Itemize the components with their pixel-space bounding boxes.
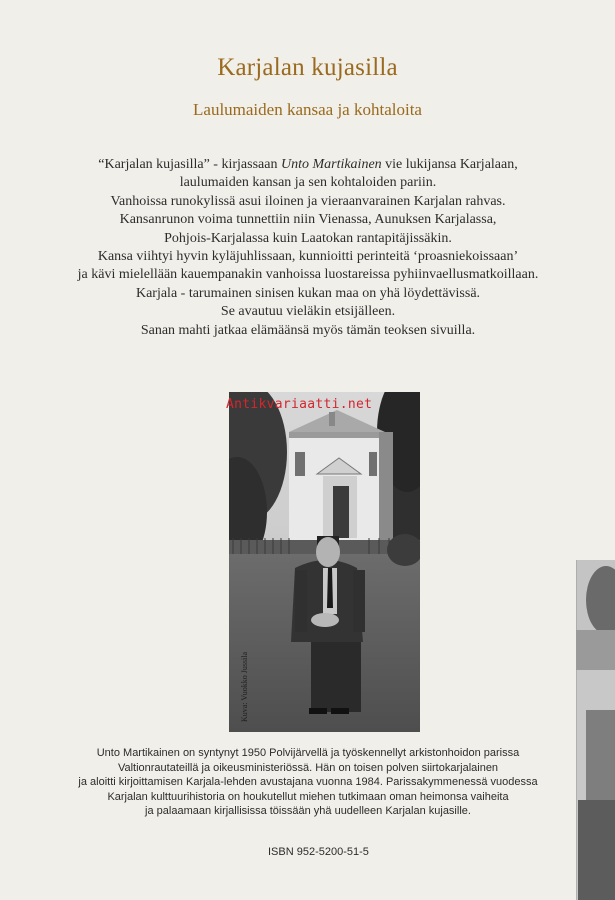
blurb-line: “Karjalan kujasilla” - kirjassaan Unto Martikainen vie lukijansa Karjalaan, <box>98 157 518 172</box>
edge-photo-image <box>576 560 615 900</box>
watermark-text: Antikvariaatti.net <box>226 397 373 412</box>
book-title: Karjalan kujasilla <box>217 54 398 81</box>
blurb-line: Sanan mahti jatkaa elämäänsä myös tämän teoksen sivuilla. <box>140 322 476 338</box>
blurb-text <box>66 156 550 340</box>
blurb-line: Vanhoissa runokylissä asui iloinen ja vieraanvarainen Karjalan rahvas. <box>110 193 506 209</box>
blurb-line: ja kävi mielellään kauempanakin vanhoissa luostareissa pyhiinvaellusmatkoillaan. <box>77 267 539 283</box>
blurb-line: laulumaiden kansan ja sen kohtaloiden pariin. <box>179 175 437 191</box>
blurb-line: Kansa viihtyi hyvin kyläjuhlissaan, kunnioitti perinteitä ‘proasniekoissaan’ <box>97 249 519 265</box>
author-name: Unto Martikainen <box>280 157 382 172</box>
adjacent-photo-edge <box>576 560 615 900</box>
blurb-line: Pohjois-Karjalassa kuin Laatokan rantapitäjissäkin. <box>164 230 452 246</box>
bio-line: Valtionrautateillä ja oikeusministeriössä. Hän on toisen polven siirtokarjalainen <box>117 761 499 774</box>
author-photo-image <box>229 392 420 732</box>
isbn: ISBN 952-5200-51-5 <box>268 846 369 858</box>
bio-line: ja aloitti kirjoittamisen Karjala-lehden avustajana vuonna 1984. Parissakymmenessä vuodessa <box>78 776 538 789</box>
book-subtitle: Laulumaiden kansaa ja kohtaloita <box>193 100 422 119</box>
blurb-line: Karjala - tarumainen sinisen kukan maa on yhä löydettävissä. <box>135 285 481 301</box>
bio-line: ja palaamaan kirjallisissa töissään yhä uudelleen Karjalan kujasille. <box>145 805 471 818</box>
blurb-line: Kansanrunon voima tunnettiin niin Vienassa, Aunuksen Karjalassa, <box>119 212 497 228</box>
bio-line: Unto Martikainen on syntynyt 1950 Polvijärvellä ja työskennellyt arkistonhoidon parissa <box>96 747 520 759</box>
author-bio <box>66 746 550 819</box>
photo-credit: Kuva: Vuokko Jussila <box>240 651 249 722</box>
bio-line: Karjalan kulttuurihistoria on houkutellut miehen tutkimaan oman heimonsa vaiheita <box>107 790 509 803</box>
blurb-line: Se avautuu vieläkin etsijälleen. <box>220 304 396 320</box>
author-photo <box>229 392 420 732</box>
